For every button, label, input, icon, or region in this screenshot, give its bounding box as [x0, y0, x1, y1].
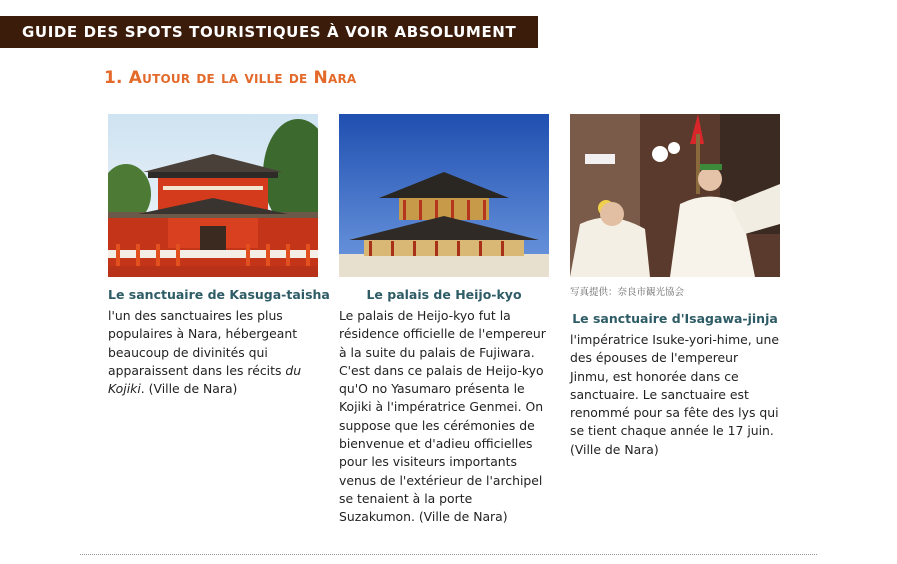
isagawa-festival-photo: [570, 114, 780, 277]
kasuga-shrine-photo: [108, 114, 318, 277]
spot-title: Le palais de Heijo-kyo: [366, 287, 522, 302]
spot-card-heijo: [339, 114, 549, 527]
spot-description-italic: du Kojiki: [108, 362, 302, 397]
photo-credit: 写真提供：奈良市観光協会: [570, 287, 685, 298]
spot-card-isagawa: [570, 114, 780, 459]
spot-card-kasuga: [108, 114, 330, 398]
spot-title: Le sanctuaire de Kasuga-taisha: [108, 287, 330, 302]
spot-description: l'impératrice Isuke-yori-hime, une des épouses de l'empereur Jinmu, est honorée dans ce sanctuaire. Le sanctuaire est renommé pour sa fête des lys qui se tient chaque année le 17 juin. (Ville de Nara): [570, 332, 779, 457]
section-title: 1. Autour de la ville de Nara: [104, 68, 357, 88]
heijo-palace-photo: [339, 114, 549, 277]
spot-title: Le sanctuaire d'Isagawa-jinja: [572, 311, 778, 326]
page-banner: GUIDE DES SPOTS TOURISTIQUES À VOIR ABSOLUMENT: [0, 16, 538, 48]
dotted-divider: [80, 554, 817, 555]
spot-description: Le palais de Heijo-kyo fut la résidence officielle de l'empereur à la suite du palais de Fujiwara. C'est dans ce palais de Heijo-kyo qu'O no Yasumaro présenta le Kojiki à l'impératrice Genmei. On suppose que les cérémonies de bienvenue et d'adieu officielles pour les visiteurs importants venus de l'extérieur de l'archipel se tenaient à la porte Suzakumon. (Ville de Nara): [339, 308, 546, 525]
spot-description: l'un des sanctuaires les plus populaires à Nara, hébergeant beaucoup de divinités qui apparaissent dans les récits du Kojiki. (Ville de Nara): [108, 308, 302, 397]
